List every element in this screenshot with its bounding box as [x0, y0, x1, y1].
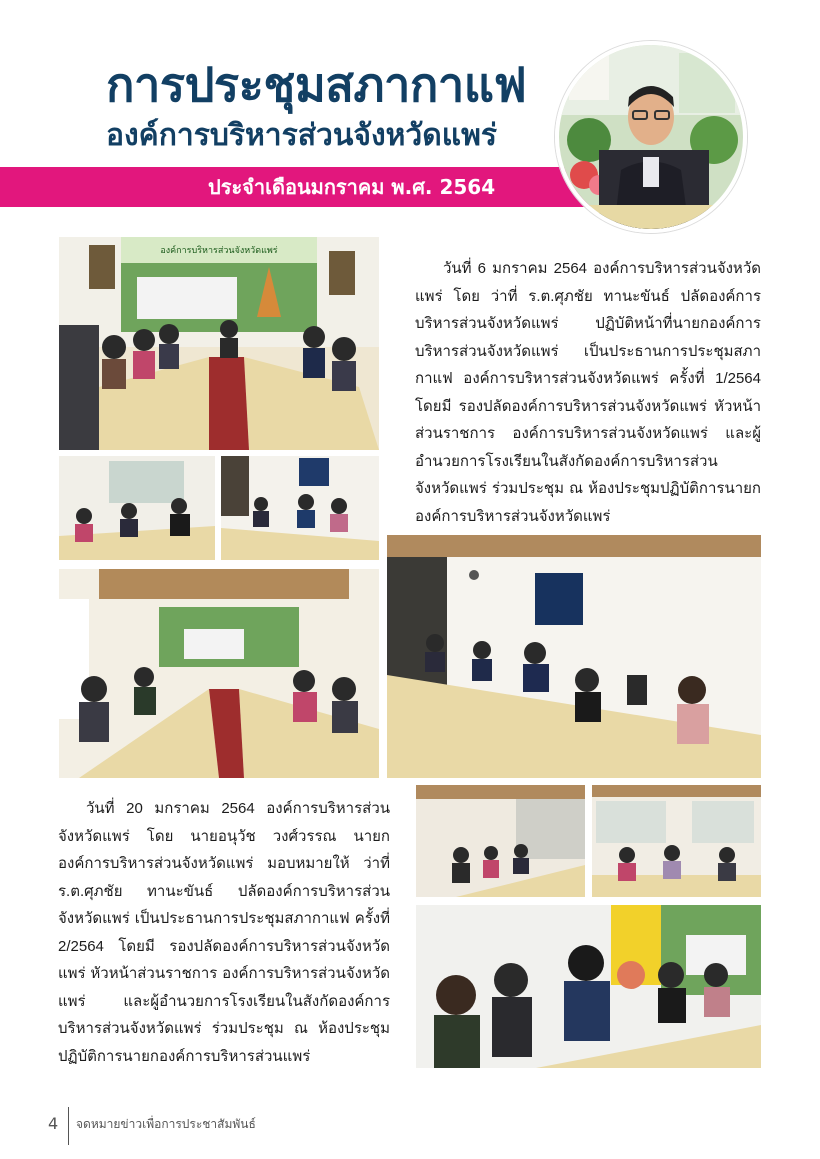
report-paragraph-1: วันที่ 6 มกราคม 2564 องค์การบริหารส่วนจังหวัดแพร่ โดย ว่าที่ ร.ต.ศุภชัย ทานะขันธ์ ปลัดองค์การบริหารส่วนจังหวัดแพร่ ปฏิบัติหน้าที่นายกองค์การบริหารส่วนจังหวัดแพร่ เป็นประธานการประชุมสภากาแฟ องค์การบริหารส่วนจังหวัดแพร่ ครั้งที่ 1/2564 โดยมี รองปลัดองค์การบริหารส่วนจังหวัดแพร่ หัวหน้าส่วนราชการ องค์การบริหารส่วนจังหวัดแพร่ และผู้อำนวยการโรงเรียนในสังกัดองค์การบริหารส่วนจังหวัดแพร่ ร่วมประชุม ณ ห้องประชุมปฏิบัติการนายกองค์การบริหารส่วนจังหวัดแพร่	[415, 260, 761, 525]
meeting-photo-7	[592, 785, 761, 897]
chairman-portrait	[555, 41, 747, 233]
meeting-photo-4	[59, 569, 379, 778]
report-paragraph-2: วันที่ 20 มกราคม 2564 องค์การบริหารส่วนจังหวัดแพร่ โดย นายอนุวัช วงศ์วรรณ นายกองค์การบริหารส่วนจังหวัดแพร่ มอบหมายให้ ว่าที่ ร.ต.ศุภชัย ทานะขันธ์ ปลัดองค์การบริหารส่วนจังหวัดแพร่ เป็นประธานการประชุมสภากาแฟ ครั้งที่ 2/2564 โดยมี รองปลัดองค์การบริหารส่วนจังหวัดแพร่ หัวหน้าส่วนราชการ องค์การบริหารส่วนจังหวัดแพร่ และผู้อำนวยการโรงเรียนในสังกัดองค์การบริหารส่วนจังหวัดแพร่ ร่วมประชุม ณ ห้องประชุมปฏิบัติการนายกองค์การบริหารส่วนแพร่	[58, 800, 390, 1065]
publication-name: จดหมายข่าวเพื่อการประชาสัมพันธ์	[76, 1117, 256, 1131]
meeting-photo-3	[221, 456, 379, 560]
page-subtitle: องค์การบริหารส่วนจังหวัดแพร่	[106, 118, 497, 153]
footer-divider	[68, 1107, 69, 1145]
meeting-photo-8	[416, 905, 761, 1068]
meeting-photo-2	[59, 456, 215, 560]
page-title: การประชุมสภากาแฟ	[106, 58, 527, 113]
meeting-photo-6	[416, 785, 585, 897]
meeting-photo-5	[387, 535, 761, 778]
date-band-text: ประจำเดือนมกราคม พ.ศ. 2564	[208, 175, 496, 199]
banner-sign-text: องค์การบริหารส่วนจังหวัดแพร่	[160, 246, 278, 256]
page-number: 4	[48, 1114, 59, 1133]
meeting-photo-1	[59, 237, 379, 450]
